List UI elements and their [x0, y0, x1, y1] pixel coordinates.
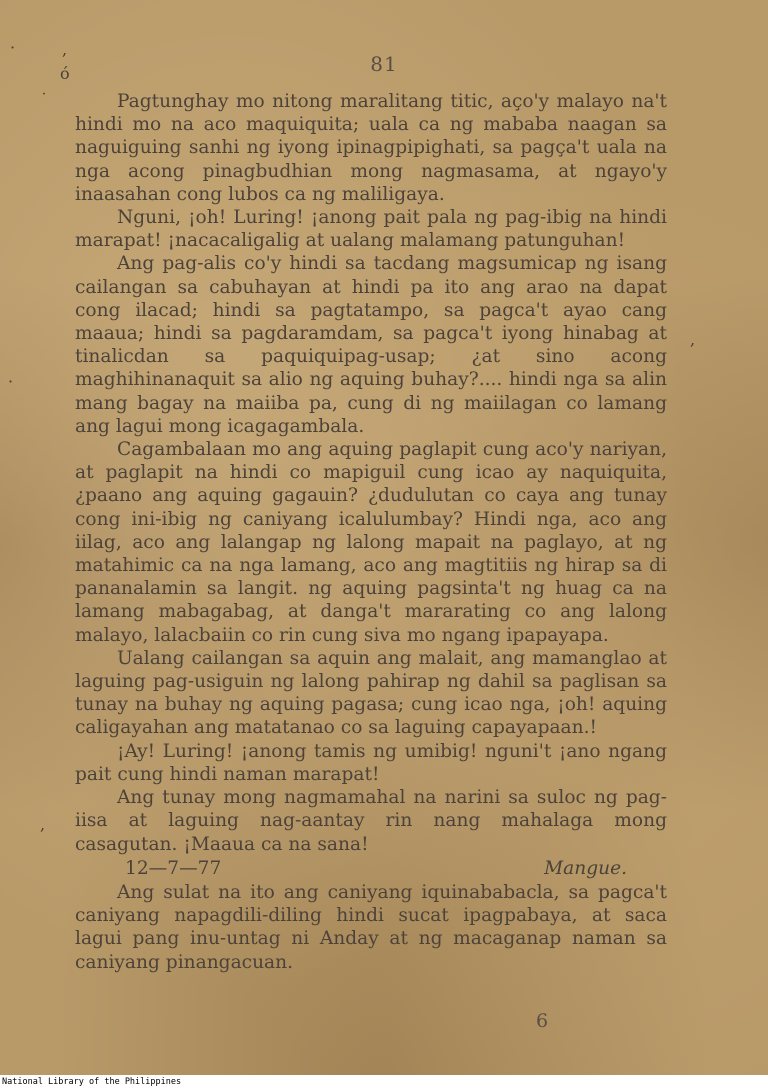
signature-name: Mangue.	[544, 857, 627, 879]
letter-body	[75, 90, 667, 974]
paragraph: Ualang cailangan sa aquin ang malait, ang mamanglao at laguing pag-usiguin ng lalong pahirap ng dahil sa paglisan sa tunay na buhay ng aquing pagasa; cung icao nga, ¡oh! aquing caligayahan ang matatanao co sa laguing capayapaan.!	[75, 647, 667, 739]
paragraph: Pagtunghay mo nitong maralitang titic, aço'y malayo na't hindi mo na aco maquiquita; uala ca ng mababa naagan sa naguiguing sanhi ng iyong ipinagpipighati, sa pagça't uala na nga acong pinagbudhian mong nagmasama, at ngayo'y inaasahan cong lubos ca ng maliligaya.	[75, 91, 667, 205]
closing-paragraph: Ang sulat na ito ang caniyang iquinababacla, sa pagca't caniyang napagdili-diling hindi sucat ipagpabaya, at saca lagui pang inu-untag ni Anday at ng macaganap naman sa caniyang pinangacuan.	[75, 881, 667, 973]
ink-speck: ,	[690, 330, 696, 349]
ink-speck: ·	[8, 372, 14, 391]
ink-speck: ·	[10, 38, 16, 57]
paragraph: ¡Ay! Luring! ¡anong tamis ng umibig! nguni't ¡ano ngang pait cung hindi naman marapat!	[75, 740, 667, 785]
page-number: 81	[370, 52, 398, 76]
paragraph: Ang pag-alis co'y hindi sa tacdang magsumicap ng isang cailangan sa cabuhayan at hindi pa ito ang arao na dapat cong ilacad; hindi sa pagtatampo, sa pagca't ayao cang maaua; hindi sa pagdaramdam, sa pagca't iyong hinabag at tinalicdan sa paquiquipag-usap; ¿at sino acong maghihinanaquit sa alio ng aquing buhay?.... hindi nga sa alin mang bagay na maiiba pa, cung di ng maiilagan co lamang ang lagui mong icagagambala.	[75, 253, 667, 437]
ink-speck: ,	[62, 40, 68, 59]
ink-speck: ˙	[40, 90, 48, 109]
paragraph: Cagambalaan mo ang aquing paglapit cung aco'y nariyan, at paglapit na hindi co mapiguil cung icao ay naquiquita, ¿paano ang aquing gagauin? ¿dudulutan co caya ang tunay cong ini-ibig ng caniyang icalulumbay? Hindi nga, aco ang iilag, aco ang lalangap ng lalong mapait na paglayo, at ng matahimic ca na nga lamang, aco ang magtitiis ng hirap sa di pananalamin sa langit. ng aquing pagsinta't ng huag ca na lamang mabagabag, at danga't mararating co ang lalong malayo, lalacbaiin co rin cung siva mo ngang ipapayapa.	[75, 439, 667, 646]
paragraph: Ang tunay mong nagmamahal na narini sa suloc ng pag-iisa at laguing nag-aantay rin nang mahalaga mong casagutan. ¡Maaua ca na sana!	[75, 787, 667, 855]
paragraph: Nguni, ¡oh! Luring! ¡anong pait pala ng pag-ibig na hindi marapat! ¡nacacaligalig at ualang malamang patunguhan!	[75, 207, 667, 252]
sheet-number: 6	[536, 1010, 549, 1032]
letter-date: 12—7—77	[125, 857, 222, 879]
ink-speck: ,	[40, 815, 46, 834]
footer-credit: National Library of the Philippines	[2, 1077, 182, 1087]
ink-speck: ó	[60, 64, 70, 83]
signature-line	[75, 857, 667, 880]
